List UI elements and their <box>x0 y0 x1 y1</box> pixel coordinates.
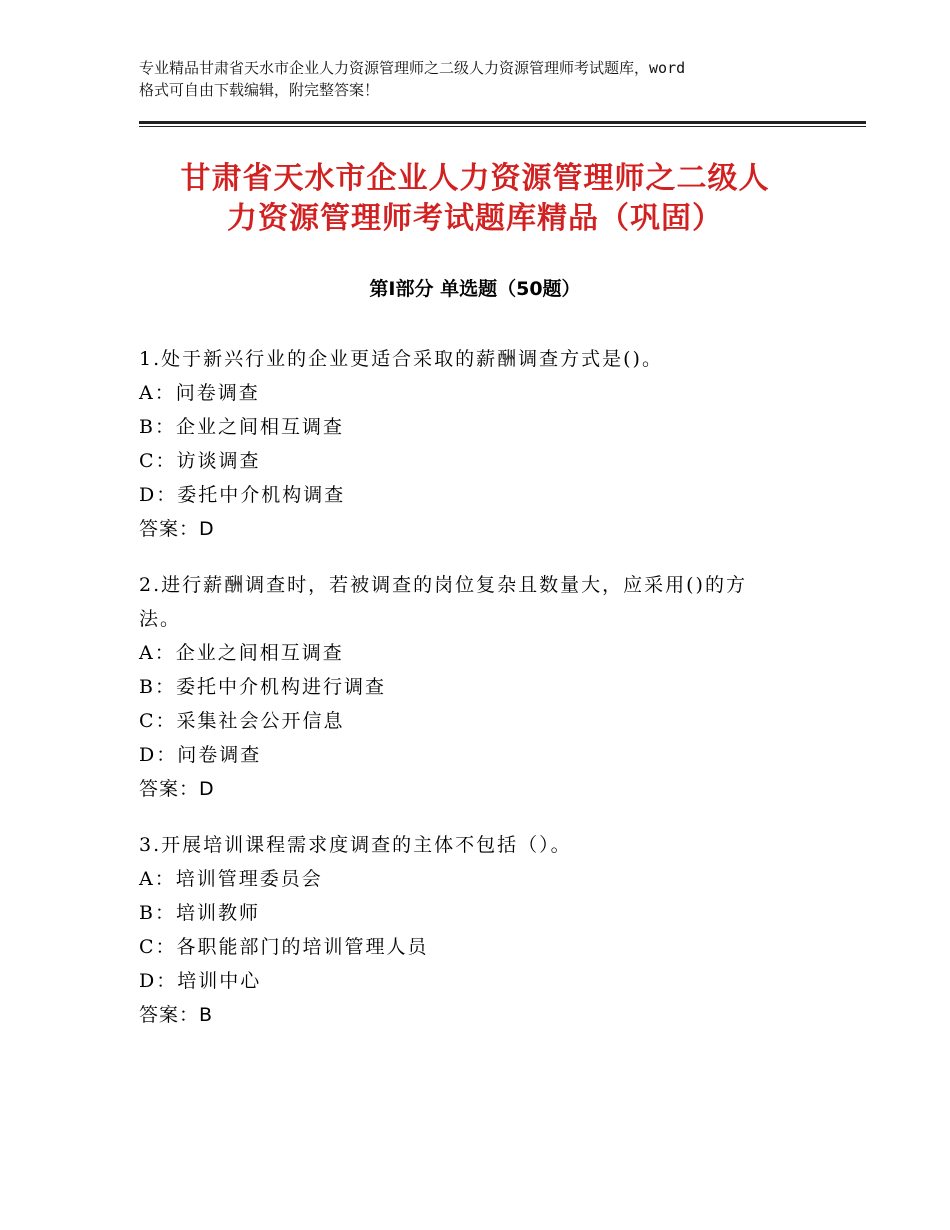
question-stem-line: 3.开展培训课程需求度调查的主体不包括（）。 <box>139 834 572 856</box>
answer-line: 答案：D <box>139 518 215 540</box>
header-note-line-2: 格式可自由下载编辑，附完整答案！ <box>139 81 380 99</box>
section-heading: 第Ⅰ部分 单选题（50题） <box>369 278 581 300</box>
option-a: A：问卷调查 <box>139 382 260 404</box>
document-title-line-2: 力资源管理师考试题库精品（巩固） <box>227 201 723 236</box>
question-2 <box>139 568 779 806</box>
header-note <box>139 57 839 101</box>
option-b: B：委托中介机构进行调查 <box>139 676 386 698</box>
question-stem-line: 2.进行薪酬调查时，若被调查的岗位复杂且数量大，应采用()的方 <box>139 574 747 596</box>
question-list <box>139 342 779 1054</box>
option-b: B：培训教师 <box>139 902 260 924</box>
question-stem <box>139 342 779 376</box>
answer-line: 答案：D <box>139 778 215 800</box>
header-divider-thin <box>139 126 866 127</box>
document-title <box>120 159 830 239</box>
option-d: D：委托中介机构调查 <box>139 484 346 506</box>
question-stem-line: 1.处于新兴行业的企业更适合采取的薪酬调查方式是()。 <box>139 348 663 370</box>
header-divider-thick <box>139 121 866 124</box>
question-stem-line: 法。 <box>139 608 182 630</box>
option-c: C：采集社会公开信息 <box>139 710 345 732</box>
option-a: A：培训管理委员会 <box>139 868 323 890</box>
option-b: B：企业之间相互调查 <box>139 416 344 438</box>
answer-line: 答案：B <box>139 1004 214 1026</box>
question-stem <box>139 568 779 636</box>
option-d: D：问卷调查 <box>139 744 262 766</box>
document-title-line-1: 甘肃省天水市企业人力资源管理师之二级人 <box>180 161 770 196</box>
option-a: A：企业之间相互调查 <box>139 642 344 664</box>
option-c: C：各职能部门的培训管理人员 <box>139 936 429 958</box>
option-c: C：访谈调查 <box>139 450 261 472</box>
question-1 <box>139 342 779 546</box>
option-d: D：培训中心 <box>139 970 262 992</box>
question-stem <box>139 828 779 862</box>
header-note-line-1: 专业精品甘肃省天水市企业人力资源管理师之二级人力资源管理师考试题库，word <box>139 59 686 77</box>
question-3 <box>139 828 779 1032</box>
